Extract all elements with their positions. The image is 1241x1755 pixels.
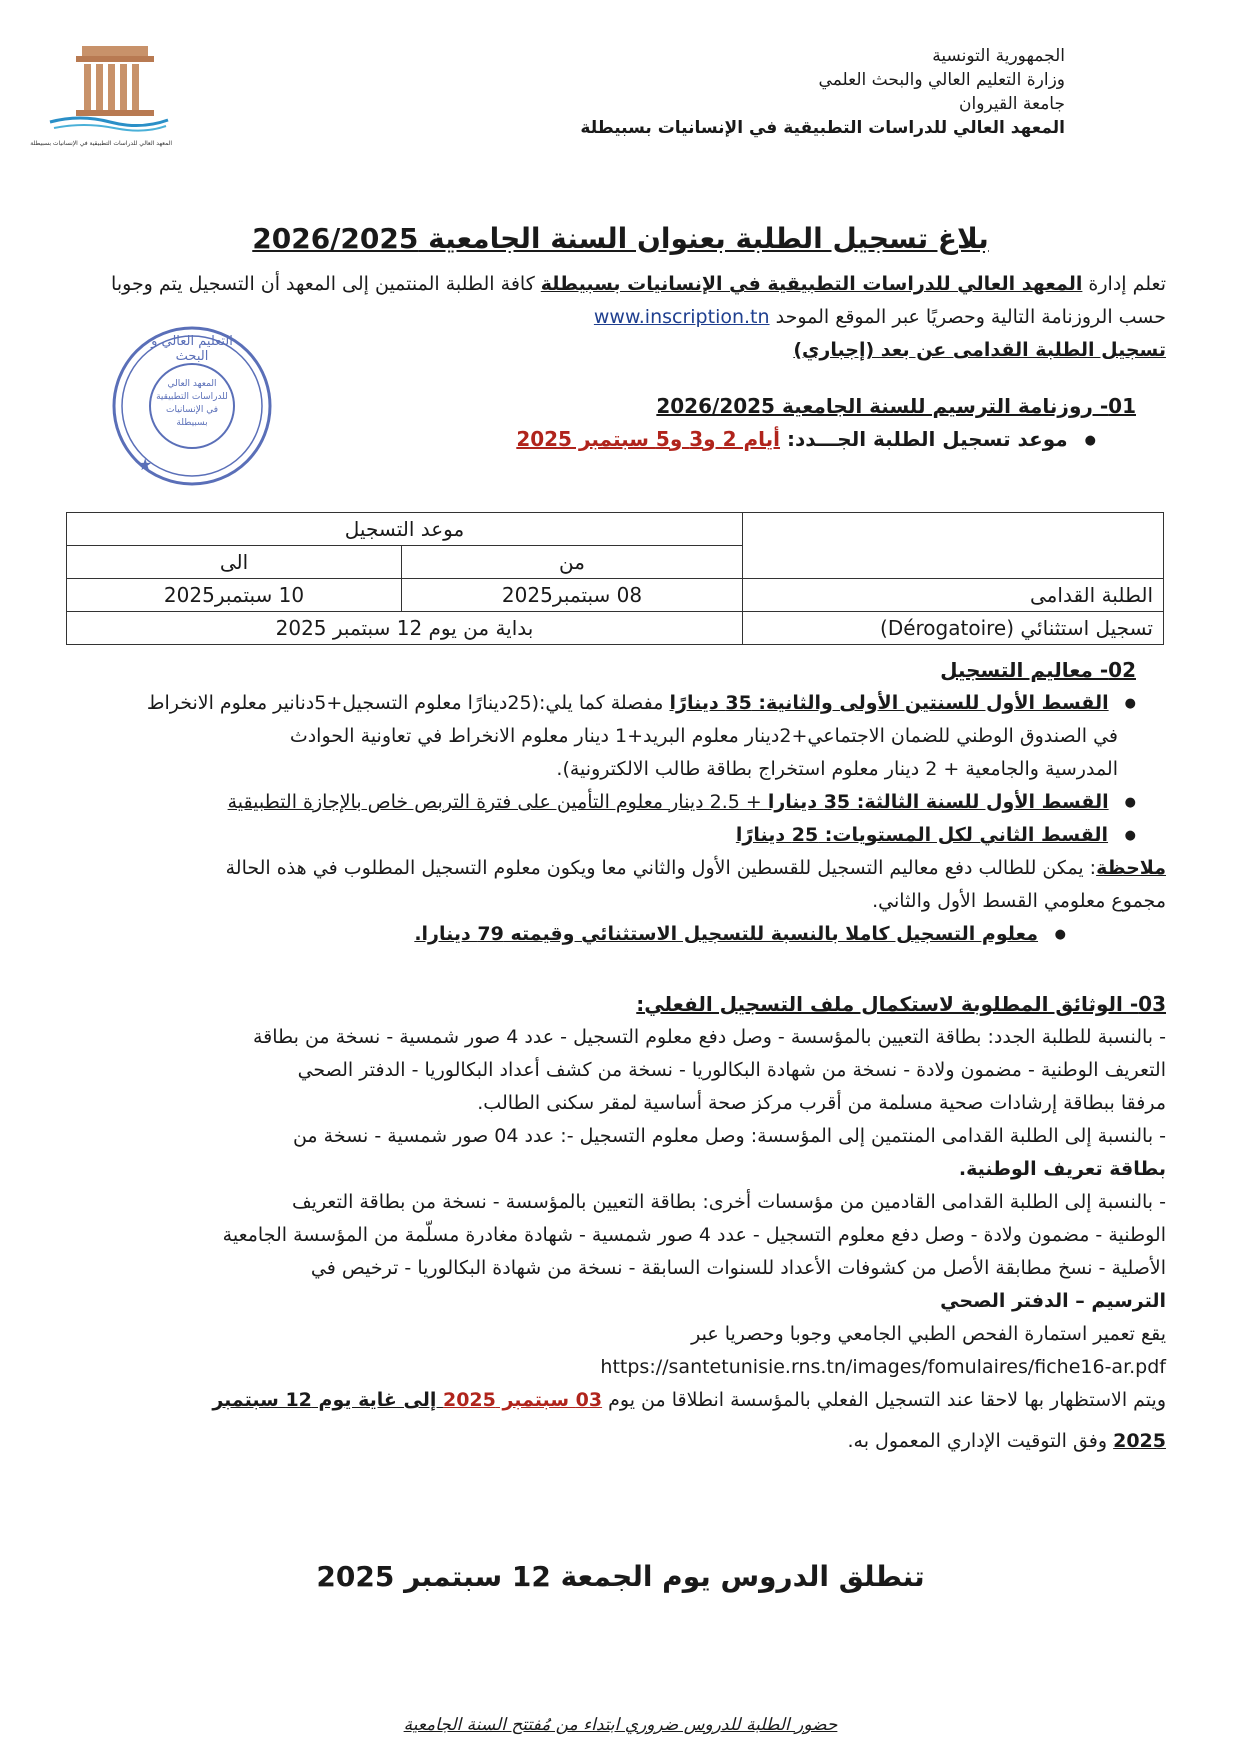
footer-note <box>0 1715 1241 1735</box>
footer-text: حضور الطلبة للدروس ضروري ابتداء من مُفتتح السنة الجامعية <box>403 1715 838 1735</box>
table-row <box>67 612 1164 645</box>
end-date: إلى غاية يوم 12 سبتمبر <box>212 1389 443 1411</box>
doc-text: - بالنسبة للطلبة الجدد: بطاقة التعيين بالمؤسسة - وصل دفع معلوم التسجيل - عدد 4 صور شمسية - نسخة من بطاقة <box>252 1026 1166 1048</box>
temple-logo-icon <box>40 42 172 142</box>
new-students-label: موعد تسجيل الطلبة الجـــدد: <box>780 427 1068 451</box>
end-year: 2025 <box>1113 1430 1166 1452</box>
table-cell: 08 سبتمبر2025 <box>402 579 743 612</box>
note-label: ملاحظة <box>1096 857 1166 879</box>
section-title <box>76 390 1166 423</box>
fee-label: القسط الثاني لكل المستويات: 25 دينارًا <box>735 824 1109 846</box>
doc-text: الترسيم – الدفتر الصحي <box>940 1290 1166 1312</box>
stamp-line: في الإنسانيات بسبيطلة <box>165 405 218 428</box>
table-cell <box>743 513 1164 579</box>
header-line: المعهد العالي للدراسات التطبيقية في الإنسانيات بسبيطلة <box>580 118 1065 138</box>
svg-text:★: ★ <box>138 455 153 474</box>
fee-label: معلوم التسجيل كاملا بالنسبة للتسجيل الاستثنائي وقيمته 79 دينارا. <box>414 923 1039 945</box>
header-line: جامعة القيروان <box>959 94 1065 114</box>
section-documents <box>76 988 1166 1458</box>
table-header: من <box>402 546 743 579</box>
remote-registration-note: تسجيل الطلبة القدامى عن بعد (إجباري) <box>793 339 1166 361</box>
medical-form-dates <box>76 1425 1166 1458</box>
letterhead <box>505 44 1065 140</box>
fee-text: في الصندوق الوطني للضمان الاجتماعي+2دينار معلوم البريد+1 دينار معلوم الانخراط في تعاونية الحوادث <box>289 725 1118 747</box>
institute-logo <box>30 42 172 147</box>
fee-text: المدرسية والجامعية + 2 دينار معلوم استخراج بطاقة طالب الالكترونية). <box>556 758 1118 780</box>
fee-item <box>76 687 1166 720</box>
section-title-text: 03- الوثائق المطلوبة لاستكمال ملف التسجيل الفعلي: <box>636 992 1166 1016</box>
note-text: : يمكن للطالب دفع معاليم التسجيل للقسطين الأول والثاني معا ويكون معلوم التسجيل المطلوب في هذه الحالة <box>225 857 1097 879</box>
table-cell: 10 سبتمبر2025 <box>67 579 402 612</box>
table-row <box>67 513 1164 546</box>
doc-text: الوطنية - مضمون ولادة - وصل دفع معلوم التسجيل - عدد 4 صور شمسية - شهادة مغادرة مسلّمة من المؤسسة الجامعية <box>222 1224 1166 1246</box>
fee-label: القسط الأول للسنة الثالثة: 35 دينارا <box>767 791 1109 813</box>
new-students-date-value: أيام 2 و3 و5 سبتمبر 2025 <box>516 427 780 451</box>
doc-text: الأصلية - نسخ مطابقة الأصل من كشوفات الأعداد للسنوات السابقة - نسخة من شهادة البكالوريا - ترخيص في <box>310 1257 1166 1279</box>
institute-name: المعهد العالي للدراسات التطبيقية في الإنسانيات بسبيطلة <box>540 273 1083 295</box>
table-cell: تسجيل استثنائي (Dérogatoire) <box>743 612 1164 645</box>
header-line: الجمهورية التونسية <box>932 46 1065 66</box>
page-title-text: بلاغ تسجيل الطلبة بعنوان السنة الجامعية 2026/2025 <box>252 222 989 255</box>
medical-form-link[interactable]: https://santetunisie.rns.tn/images/fomulaires/fiche16-ar.pdf <box>600 1356 1166 1378</box>
section-title-text: 02- معاليم التسجيل <box>940 658 1136 682</box>
note-text: مجموع معلومي القسط الأول والثاني. <box>872 890 1166 912</box>
fee-item <box>76 786 1166 819</box>
stamp-line: المعهد العالي <box>167 379 217 389</box>
table-header: الى <box>67 546 402 579</box>
section-fees <box>76 654 1166 951</box>
website-link[interactable]: www.inscription.tn <box>593 306 770 328</box>
table-row <box>67 579 1164 612</box>
doc-text: بطاقة تعريف الوطنية. <box>958 1158 1166 1180</box>
intro-text: تعلم إدارة <box>1082 273 1166 295</box>
section-title <box>76 988 1166 1021</box>
fee-label: القسط الأول للسنتين الأولى والثانية: 35 دينارًا <box>669 692 1109 714</box>
table-cell: بداية من يوم 12 سبتمبر 2025 <box>67 612 743 645</box>
header-line: وزارة التعليم العالي والبحث العلمي <box>818 70 1065 90</box>
start-date: 03 سبتمبر 2025 <box>442 1389 603 1411</box>
intro-text: كافة الطلبة المنتمين إلى المعهد أن التسجيل يتم وجوبا <box>111 273 541 295</box>
note <box>76 852 1166 885</box>
new-students-dates <box>76 423 1166 457</box>
dates-text: ويتم الاستظهار بها لاحقا عند التسجيل الفعلي بالمؤسسة انطلاقا من يوم <box>602 1389 1166 1411</box>
stamp-ring-text: التعليم العالي و البحث <box>151 334 233 364</box>
stamp-line: للدراسات التطبيقية <box>156 392 228 402</box>
fee-text: مفصلة كما يلي:(25دينارًا معلوم التسجيل+5دنانير معلوم الانخراط <box>146 692 670 714</box>
page-title <box>0 222 1241 255</box>
medical-form-dates <box>76 1384 1166 1417</box>
dates-text: وفق التوقيت الإداري المعمول به. <box>847 1430 1114 1452</box>
section-title <box>76 654 1166 687</box>
section-calendar <box>76 390 1166 457</box>
doc-text: التعريف الوطنية - مضمون ولادة - نسخة من شهادة البكالوريا - نسخة من كشف أعداد البكالوريا - الدفتر الصحي <box>297 1059 1166 1081</box>
classes-start-announcement: تنطلق الدروس يوم الجمعة 12 سبتمبر 2025 <box>316 1560 925 1593</box>
fee-text: + 2.5 دينار معلوم التأمين على فترة التربص خاص بالإجازة التطبيقية <box>227 791 768 813</box>
medical-form-text: يقع تعمير استمارة الفحص الطبي الجامعي وجوبا وحصريا عبر <box>691 1323 1166 1345</box>
intro-text: حسب الروزنامة التالية وحصريًا عبر الموقع الموحد <box>769 306 1166 328</box>
fee-item <box>76 918 1166 951</box>
table-cell: الطلبة القدامى <box>743 579 1164 612</box>
logo-caption: المعهد العالي للدراسات التطبيقية في الإنسانيات بسبيطلة <box>30 140 172 147</box>
doc-text: - بالنسبة إلى الطلبة القدامى المنتمين إلى المؤسسة: وصل معلوم التسجيل -: عدد 04 صور شمسية - نسخة من <box>292 1125 1166 1147</box>
doc-text: مرفقا ببطاقة إرشادات صحية مسلمة من أقرب مركز صحة أساسية لمقر سكنى الطالب. <box>477 1092 1166 1114</box>
fee-item <box>76 819 1166 852</box>
section-title-text: 01- روزنامة الترسيم للسنة الجامعية 2026/2025 <box>656 394 1136 418</box>
doc-text: - بالنسبة إلى الطلبة القدامى القادمين من مؤسسات أخرى: بطاقة التعيين بالمؤسسة - نسخة من بطاقة التعريف <box>291 1191 1166 1213</box>
table-header: موعد التسجيل <box>67 513 743 546</box>
registration-table <box>66 512 1164 645</box>
